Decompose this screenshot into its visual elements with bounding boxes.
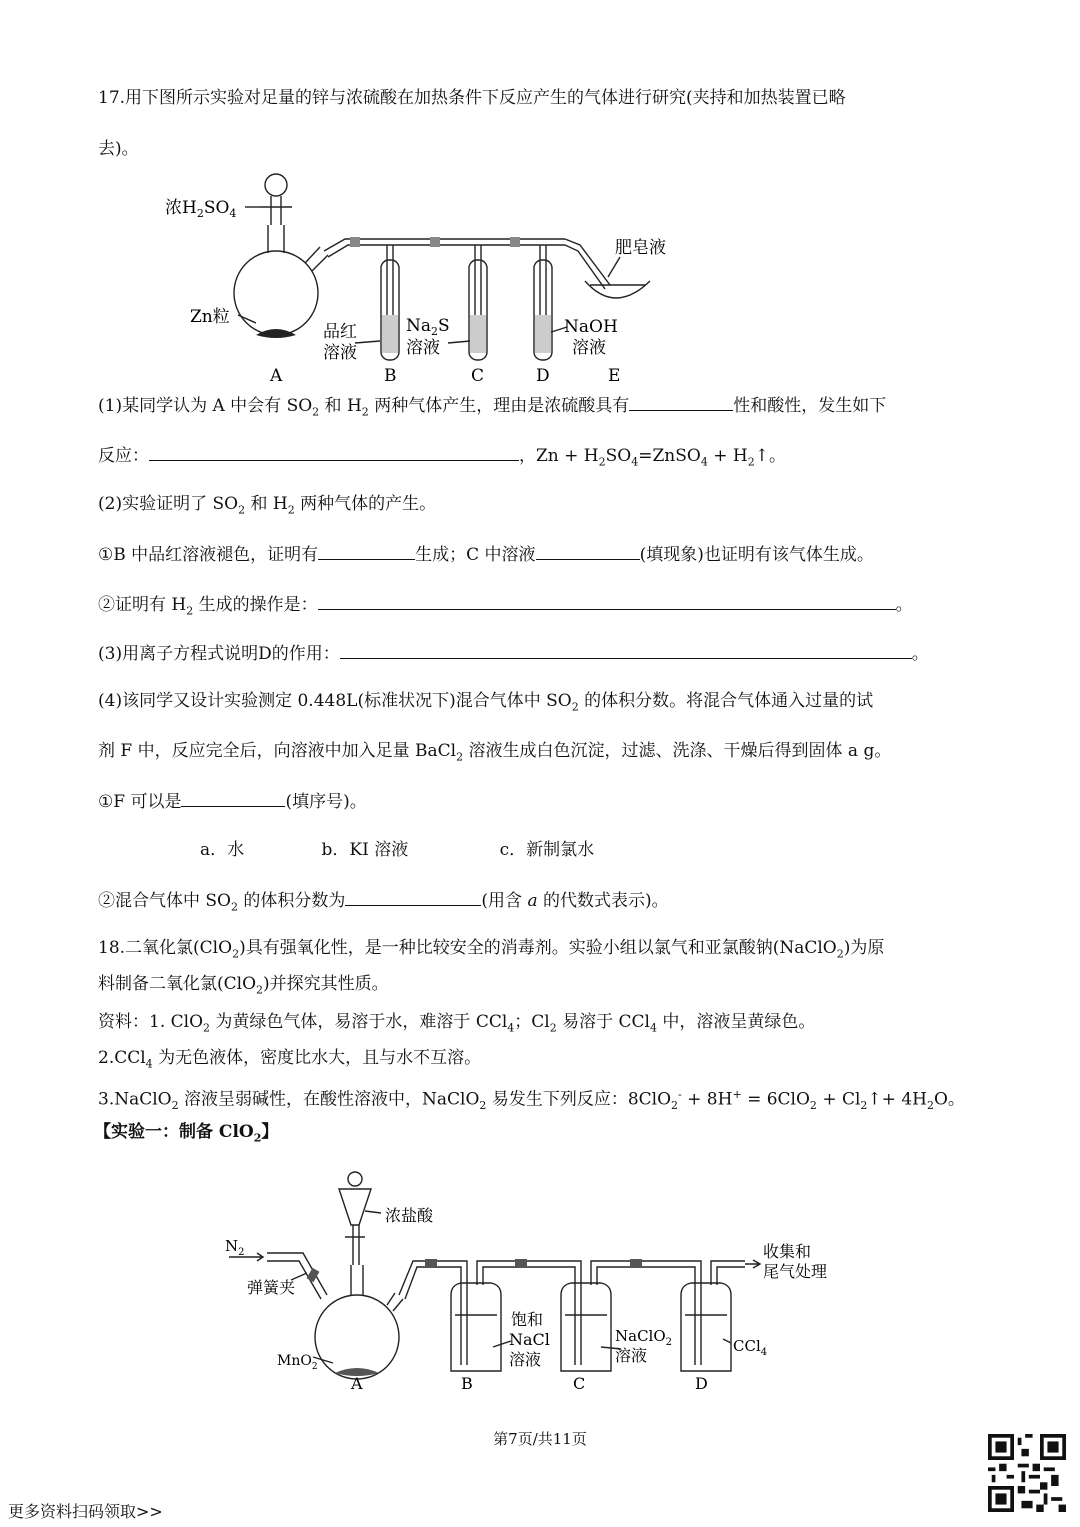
q17-part1-line2: 反应： ，$Zn + H_2SO_4=ZnSO_4$ + $H_2↑$。 [98, 442, 786, 474]
q17-part4-2: ②混合气体中 $SO_2$ 的体积分数为 (用含 a 的代数式表示)。 [98, 887, 669, 919]
option-b: b．KI 溶液 [321, 840, 409, 860]
answer-blank-gas[interactable] [318, 541, 415, 560]
more-materials-link[interactable]: 更多资料扫码领取>> [8, 1502, 163, 1521]
svg-text:溶液: 溶液 [615, 1346, 648, 1365]
q17-part3: (3)用离子方程式说明D的作用： 。 [98, 640, 929, 666]
option-a: a．水 [200, 840, 245, 860]
svg-text:A: A [351, 1374, 363, 1393]
svg-text:D: D [536, 366, 550, 386]
svg-text:Na2S: $Na_2S$ [406, 316, 450, 338]
svg-text:N2: $N_2$ [225, 1237, 245, 1258]
svg-text:弹簧夹: 弹簧夹 [247, 1278, 296, 1297]
q17-part4-line1: (4)该同学又设计实验测定 0.448L(标准状况下)混合气体中 $SO_2$ 的体积分数。将混合气体通入过量的试 [98, 691, 874, 714]
q18-material-2: 2.CCl$_4$ 为无色液体，密度比水大，且与水不互溶。 [98, 1048, 482, 1071]
answer-blank-h2-operation[interactable] [318, 591, 896, 610]
svg-text:NaClO2: NaClO$_2$ [615, 1327, 673, 1348]
answer-blank-phenomenon[interactable] [536, 541, 640, 560]
q17-part4-1: ①F 可以是 (填序号)。 [98, 788, 367, 814]
svg-text:D: D [695, 1374, 708, 1393]
q18-apparatus-figure [215, 1165, 855, 1395]
q17-part4-line2: 剂 F 中，反应完全后，向溶液中加入足量 BaCl$_2$ 溶液生成白色沉淀，过滤、洗涤、干燥后得到固体 a g。 [98, 741, 892, 764]
answer-blank-reagent-f[interactable] [181, 788, 285, 807]
answer-blank-volume-fraction[interactable] [345, 887, 481, 906]
q18-stem-line2: 料制备二氧化氯(ClO$_2$)并探究其性质。 [98, 974, 389, 997]
svg-text:肥皂液: 肥皂液 [615, 238, 666, 258]
svg-text:尾气处理: 尾气处理 [763, 1262, 828, 1281]
svg-text:溶液: 溶液 [406, 338, 440, 358]
option-c: c．新制氯水 [499, 840, 595, 860]
svg-text:浓H2SO4: 浓$H_2SO_4$ [165, 198, 237, 220]
answer-blank-equation[interactable] [149, 442, 519, 461]
svg-text:溶液: 溶液 [509, 1350, 542, 1369]
q17-apparatus-figure [160, 165, 720, 390]
answer-blank-oxidizing[interactable] [629, 392, 733, 411]
svg-text:A: A [270, 366, 283, 386]
page-number: 第7页/共11页 [493, 1430, 587, 1448]
svg-text:B: B [384, 366, 397, 386]
q17-stem-line2: 去)。 [98, 139, 139, 159]
qr-code-icon[interactable] [988, 1434, 1066, 1512]
q17-part2-title: (2)实验证明了 $SO_2$ 和 $H_2$ 两种气体的产生。 [98, 494, 437, 517]
q17-stem-line1: 17.用下图所示实验对足量的锌与浓硫酸在加热条件下反应产生的气体进行研究(夹持和加热装置已略 [98, 88, 846, 108]
svg-text:NaCl: NaCl [509, 1330, 550, 1349]
q17-part1-line1: (1)某同学认为 A 中会有 $SO_2$ 和 $H_2$ 两种气体产生，理由是浓硫酸具有 性和酸性，发生如下 [98, 392, 886, 424]
q18-experiment1-heading: 【实验一：制备 ClO$_2$】 [94, 1122, 279, 1145]
q17-part2-1: ①B 中品红溶液褪色，证明有 生成；C 中溶液 (填现象)也证明有该气体生成。 [98, 541, 874, 567]
svg-text:溶液: 溶液 [323, 343, 357, 363]
svg-text:收集和: 收集和 [763, 1242, 812, 1261]
svg-text:C: C [573, 1374, 586, 1393]
svg-text:饱和: 饱和 [511, 1310, 544, 1329]
q17-options [200, 838, 594, 862]
svg-text:溶液: 溶液 [572, 338, 606, 358]
svg-text:Zn粒: Zn粒 [190, 307, 230, 327]
svg-text:品红: 品红 [323, 322, 357, 342]
q18-material-3: 3.NaClO$_2$ 溶液呈弱碱性，在酸性溶液中，NaClO$_2$ 易发生下列反应：$8ClO_2^- + 8H^+ = 6ClO_2 + Cl_2↑+ 4H_2O$。 [98, 1088, 965, 1113]
q17-part2-2: ②证明有 $H_2$ 生成的操作是： 。 [98, 591, 913, 623]
q18-material-1: 资料：1. ClO$_2$ 为黄绿色气体，易溶于水，难溶于 CCl$_4$；$Cl_2$ 易溶于 CCl$_4$ 中，溶液呈黄绿色。 [98, 1012, 816, 1035]
svg-text:MnO2: MnO$_2$ [277, 1353, 318, 1372]
svg-text:B: B [461, 1374, 473, 1393]
answer-blank-ionic-equation[interactable] [340, 640, 912, 659]
svg-text:CCl4: CCl$_4$ [733, 1337, 768, 1358]
svg-text:E: E [608, 366, 621, 386]
svg-text:浓盐酸: 浓盐酸 [385, 1206, 434, 1225]
q18-stem-line1: 18.二氧化氯(ClO$_2$)具有强氧化性，是一种比较安全的消毒剂。实验小组以氯气和亚氯酸钠(NaClO$_2$)为原 [98, 938, 885, 961]
svg-text:C: C [471, 366, 485, 386]
svg-text:NaOH: NaOH [564, 317, 618, 337]
